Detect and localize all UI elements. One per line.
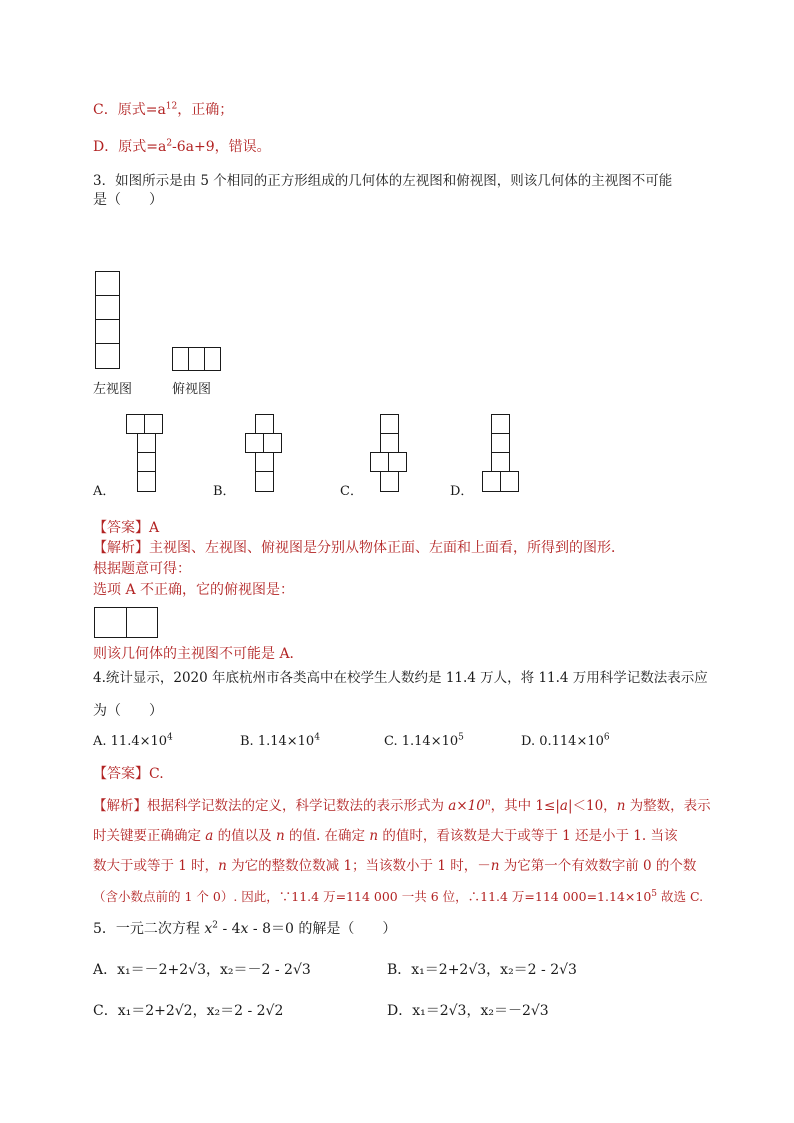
- q4-option-a-exp: 4: [167, 732, 173, 743]
- explanation-4-l2b: a: [205, 828, 214, 844]
- q3-stem-line1: 3．如图所示是由 5 个相同的正方形组成的几何体的左视图和俯视图，则该几何体的主视图不可能: [93, 173, 673, 189]
- left-view-square: [95, 319, 120, 344]
- q5-stem: [93, 920, 396, 938]
- explanation-4-line4: [93, 888, 703, 906]
- fig-square: [137, 433, 156, 453]
- q4-option-c: [384, 734, 464, 749]
- top-view-label: 俯视图: [172, 382, 212, 397]
- fig-square: [263, 433, 282, 453]
- q5-option-c: C．x₁＝2+2√2，x₂＝2 - 2√2: [93, 1003, 284, 1019]
- explanation-4-l3b: n: [218, 858, 227, 874]
- explanation-4-l4a: （含小数点前的 1 个 0）. 因此，∵11.4 万=114 000 一共 6 位，∴11.4 万=114 000=1.14×10: [93, 889, 652, 904]
- q4-option-b-exp: 4: [314, 732, 320, 743]
- q5-stem-d: x: [240, 921, 249, 937]
- explanation-4-l4-exp: 5: [651, 888, 658, 899]
- fig-square: [380, 433, 399, 453]
- option-a-label: A．: [93, 484, 116, 499]
- explanation-4-l2f: n: [369, 828, 379, 844]
- prev-option-c-exp: 12: [165, 101, 178, 112]
- top-view-square: [188, 347, 205, 371]
- explanation-4-l1a: 根据科学记数法的定义，科学记数法的表示形式为: [147, 798, 449, 814]
- top-view-square: [172, 347, 189, 371]
- prev-option-d-exp: 2: [166, 138, 173, 149]
- explanation-3-text: 主视图、左视图、俯视图是分别从物体正面、左面和上面看，所得到的图形．: [149, 540, 625, 556]
- q4-option-c-text: C. 1.14×10: [384, 734, 459, 749]
- explanation-4-l1b: a×10: [448, 798, 485, 814]
- option-b-label: B．: [213, 484, 236, 499]
- q5-stem-b: x: [204, 921, 213, 937]
- explanation-4-l2a: 时关键要正确确定: [93, 828, 206, 844]
- fig-square: [144, 414, 163, 434]
- explanation-3-line3: 选项 A 不正确，它的俯视图是：: [93, 582, 295, 598]
- q4-option-d-exp: 6: [603, 732, 610, 743]
- top-view-square: [204, 347, 221, 371]
- prev-option-d: [93, 138, 271, 156]
- q5-stem-e: - 8＝0 的解是（ ）: [248, 921, 397, 937]
- q4-option-a-text: A. 11.4×10: [93, 734, 168, 749]
- answer-4: 【答案】C.: [93, 766, 164, 782]
- q4-option-b: [240, 734, 320, 749]
- explanation-4-l3e: 为它第一个有效数字前 0 的个数: [499, 858, 697, 874]
- fig-square: [380, 471, 399, 492]
- q4-stem-line1: 4.统计显示，2020 年底杭州市各类高中在校学生人数约是 11.4 万人，将 11.4 万用科学记数法表示应: [93, 670, 708, 686]
- q3-stem-line2: 是（ ）: [93, 192, 163, 208]
- prev-option-c-text: C．原式=a: [93, 102, 166, 118]
- fig-square: [482, 471, 501, 492]
- prev-option-c-tail: ，正确；: [177, 102, 234, 118]
- fig-square: [491, 414, 510, 434]
- fig-square: [94, 607, 127, 638]
- left-view-square: [95, 271, 120, 296]
- left-view-square: [95, 295, 120, 320]
- fig-square: [491, 433, 510, 453]
- explanation-3-head: 【解析】: [93, 540, 149, 556]
- q4-option-d: [521, 734, 610, 749]
- q4-stem-line2: 为（ ）: [93, 703, 163, 719]
- fig-square: [126, 414, 145, 434]
- explanation-4-l1c: ，其中 1≤|: [490, 798, 560, 814]
- option-d-label: D．: [450, 484, 474, 499]
- explanation-4-l1b-exp: n: [484, 797, 491, 808]
- left-view-square: [95, 343, 120, 369]
- explanation-4-l3c: 为它的整数位数减 1；当该数小于 1 时，－: [226, 858, 491, 874]
- explanation-4-l3a: 数大于或等于 1 时，: [93, 858, 219, 874]
- q5-option-b: B．x₁＝2+2√3，x₂＝2 - 2√3: [387, 962, 577, 978]
- q5-option-d: D．x₁＝2√3，x₂＝－2√3: [387, 1003, 549, 1019]
- explanation-4-line1: [93, 797, 711, 815]
- q4-option-c-exp: 5: [458, 732, 464, 743]
- answer-3: 【答案】A: [93, 520, 160, 536]
- explanation-4-l2g: 的值时，看该数是大于或等于 1 还是小于 1. 当该: [378, 828, 678, 844]
- explanation-4-l1e: |＜10，: [567, 798, 617, 814]
- explanation-4-head: 【解析】: [93, 798, 147, 814]
- explanation-3-line4: 则该几何体的主视图不可能是 A．: [93, 646, 304, 662]
- fig-square: [137, 452, 156, 472]
- explanation-4-l4b: 故选 C.: [657, 889, 704, 904]
- explanation-4-l1g: 为整数，表示: [625, 798, 711, 814]
- q5-stem-b-exp: 2: [212, 920, 218, 931]
- fig-square: [380, 414, 399, 434]
- q4-option-a: [93, 734, 173, 749]
- explanation-3-line2: 根据题意可得：: [93, 561, 191, 577]
- explanation-4-l2e: 的值. 在确定: [284, 828, 370, 844]
- explanation-4-l2d: n: [275, 828, 285, 844]
- prev-option-c: [93, 101, 233, 119]
- explanation-4-l3d: n: [490, 858, 500, 874]
- fig-square: [126, 607, 158, 638]
- fig-square: [255, 452, 274, 472]
- q5-option-a: A．x₁＝－2+2√3，x₂＝－2 - 2√3: [93, 962, 311, 978]
- left-view-label: 左视图: [93, 382, 133, 397]
- explanation-4-line2: [93, 827, 677, 845]
- explanation-3-line1: [93, 539, 625, 557]
- explanation-4-line3: [93, 857, 696, 875]
- explanation-4-l1d: a: [559, 798, 568, 814]
- fig-square: [388, 452, 407, 472]
- q5-stem-a: 5．一元二次方程: [93, 921, 205, 937]
- fig-square: [137, 471, 156, 492]
- explanation-4-l1f: n: [616, 798, 626, 814]
- explanation-4-l2c: 的值以及: [213, 828, 276, 844]
- fig-square: [245, 433, 264, 453]
- prev-option-d-tail: -6a+9，错误。: [172, 139, 271, 155]
- fig-square: [370, 452, 389, 472]
- prev-option-d-text: D．原式=a: [93, 139, 167, 155]
- fig-square: [500, 471, 519, 492]
- q4-option-b-text: B. 1.14×10: [240, 734, 315, 749]
- fig-square: [255, 471, 274, 492]
- option-c-label: C．: [340, 484, 363, 499]
- q5-stem-c: - 4: [218, 921, 241, 937]
- fig-square: [491, 452, 510, 472]
- fig-square: [255, 414, 274, 434]
- q4-option-d-text: D. 0.114×10: [521, 734, 604, 749]
